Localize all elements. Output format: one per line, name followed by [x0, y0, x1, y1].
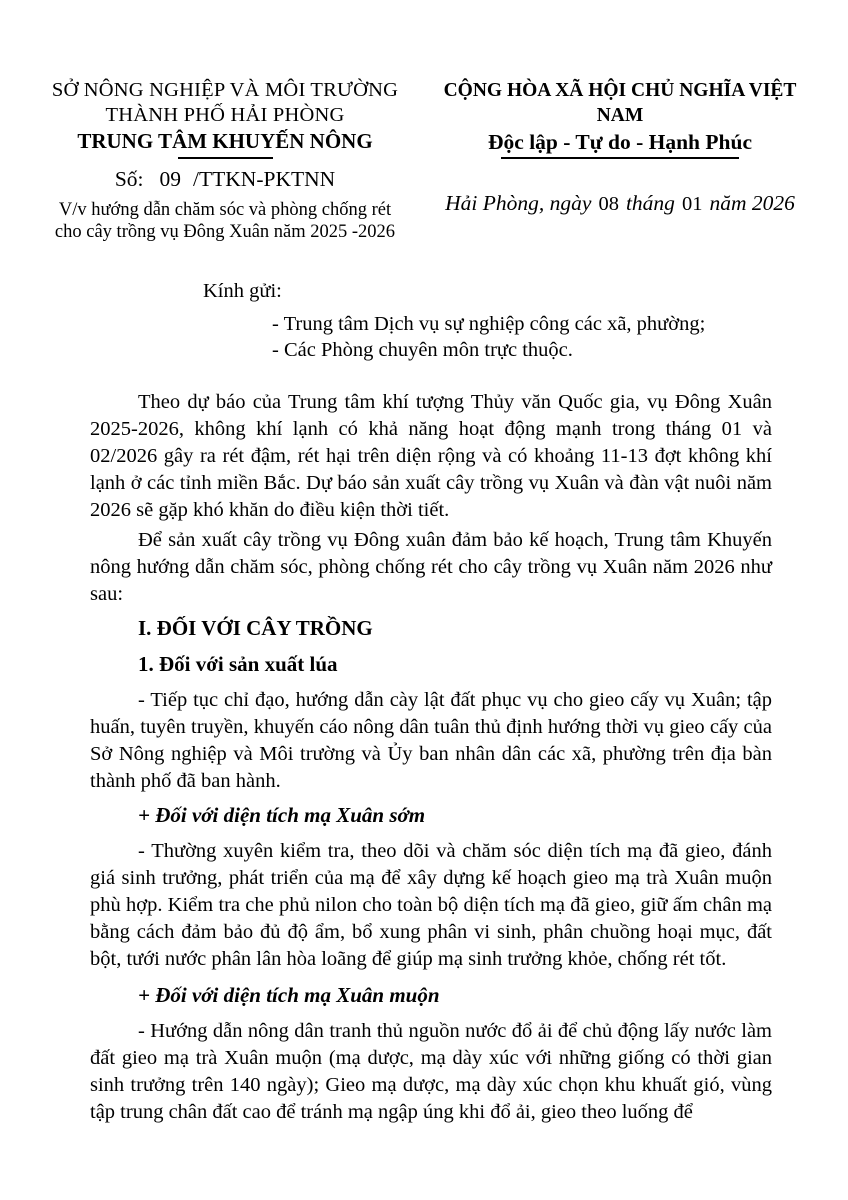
- para-early-seedling: - Thường xuyên kiểm tra, theo dõi và chăm sóc diện tích mạ đã gieo, đánh giá sinh trưởng, phát triển của mạ để xây dựng kế hoạch gieo mạ trà Xuân muộn phù hợp. Kiểm tra che phủ nilon cho toàn bộ diện tích mạ đã gieo, giữ ấm chân mạ bằng cách đảm bảo đủ độ ẩm, bổ xung phân vi sinh, phân chuồng hoại mục, đất bột, tưới nước phân lân hòa loãng để giúp mạ sinh trưởng khỏe, chống rét tốt.: [90, 840, 772, 970]
- national-motto: Độc lập - Tự do - Hạnh Phúc: [488, 130, 752, 154]
- para-rice-direction: - Tiếp tục chỉ đạo, hướng dẫn cày lật đất phục vụ cho gieo cấy vụ Xuân; tập huấn, tuyên truyền, khuyến cáo nông dân tuân thủ định hướng thời vụ gieo cấy của Sở Nông nghiệp và Môi trường và Ủy ban nhân dân các xã, phường trên địa bàn thành phố đã ban hành.: [90, 689, 772, 792]
- org-underline: [178, 157, 273, 159]
- doc-subject-line1: V/v hướng dẫn chăm sóc và phòng chống rét: [58, 200, 392, 220]
- country-name: CỘNG HÒA XÃ HỘI CHỦ NGHĨA VIỆT NAM: [443, 80, 797, 126]
- heading-rice-production: 1. Đối với sản xuất lúa: [138, 652, 338, 676]
- doc-subject-line2: cho cây trồng vụ Đông Xuân năm 2025 -2026: [54, 222, 396, 242]
- org-name: TRUNG TÂM KHUYẾN NÔNG: [77, 129, 373, 153]
- salutation-label: Kính gửi:: [203, 280, 282, 302]
- place-date-line: [420, 191, 820, 216]
- doc-number: 09: [159, 167, 182, 191]
- motto-underline: [501, 157, 739, 159]
- doc-subject: [40, 199, 410, 243]
- issuing-org-block: [40, 78, 410, 243]
- national-header-block: [420, 78, 820, 243]
- date-day: 08: [598, 193, 619, 215]
- subheading-early-seedling: + Đối với diện tích mạ Xuân sớm: [138, 803, 426, 827]
- subheading-late-seedling: + Đối với diện tích mạ Xuân muộn: [138, 983, 440, 1007]
- para-purpose: Để sản xuất cây trồng vụ Đông xuân đảm bảo kế hoạch, Trung tâm Khuyến nông hướng dẫn chăm sóc, phòng chống rét cho cây trồng vụ Xuân năm 2026 như sau:: [90, 529, 772, 605]
- recipient-item: - Trung tâm Dịch vụ sự nghiệp công các xã, phường;: [272, 313, 706, 335]
- letterhead: [0, 0, 848, 243]
- date-month-word: tháng: [625, 191, 675, 215]
- section-heading-crops: I. ĐỐI VỚI CÂY TRỒNG: [138, 616, 373, 640]
- date-prefix: Hải Phòng, ngày: [445, 191, 592, 215]
- para-late-seedling: - Hướng dẫn nông dân tranh thủ nguồn nước đổ ải để chủ động lấy nước làm đất gieo mạ trà Xuân muộn (mạ dược, mạ dày xúc với những giống có thời gian sinh trưởng trên 140 ngày); Gieo mạ dược, mạ dày xúc chọn khu khuất gió, vùng tập trung chân đất cao để tránh mạ ngập úng khi đổ ải, gieo theo luống để: [90, 1020, 772, 1123]
- parent-org-name: SỞ NÔNG NGHIỆP VÀ MÔI TRƯỜNG: [51, 79, 399, 101]
- org-city: THÀNH PHỐ HẢI PHÒNG: [105, 104, 345, 126]
- recipient-item: - Các Phòng chuyên môn trực thuộc.: [272, 339, 573, 361]
- para-forecast: Theo dự báo của Trung tâm khí tượng Thủy văn Quốc gia, vụ Đông Xuân 2025-2026, không khí lạnh có khả năng hoạt động mạnh trong tháng 01 và 02/2026 gây ra rét đậm, rét hại trên diện rộng và có khoảng 11-13 đợt không khí lạnh ở các tỉnh miền Bắc. Dự báo sản xuất cây trồng vụ Xuân và đàn vật nuôi năm 2026 sẽ gặp khó khăn do điều kiện thời tiết.: [90, 391, 772, 521]
- date-year: năm 2026: [709, 191, 795, 215]
- doc-symbol: /TTKN-PKTNN: [193, 167, 336, 191]
- recipient-list: [272, 311, 772, 363]
- document-body: [90, 278, 772, 1126]
- doc-number-label: Số:: [114, 167, 144, 191]
- doc-number-line: [40, 166, 410, 192]
- date-month: 01: [681, 193, 703, 215]
